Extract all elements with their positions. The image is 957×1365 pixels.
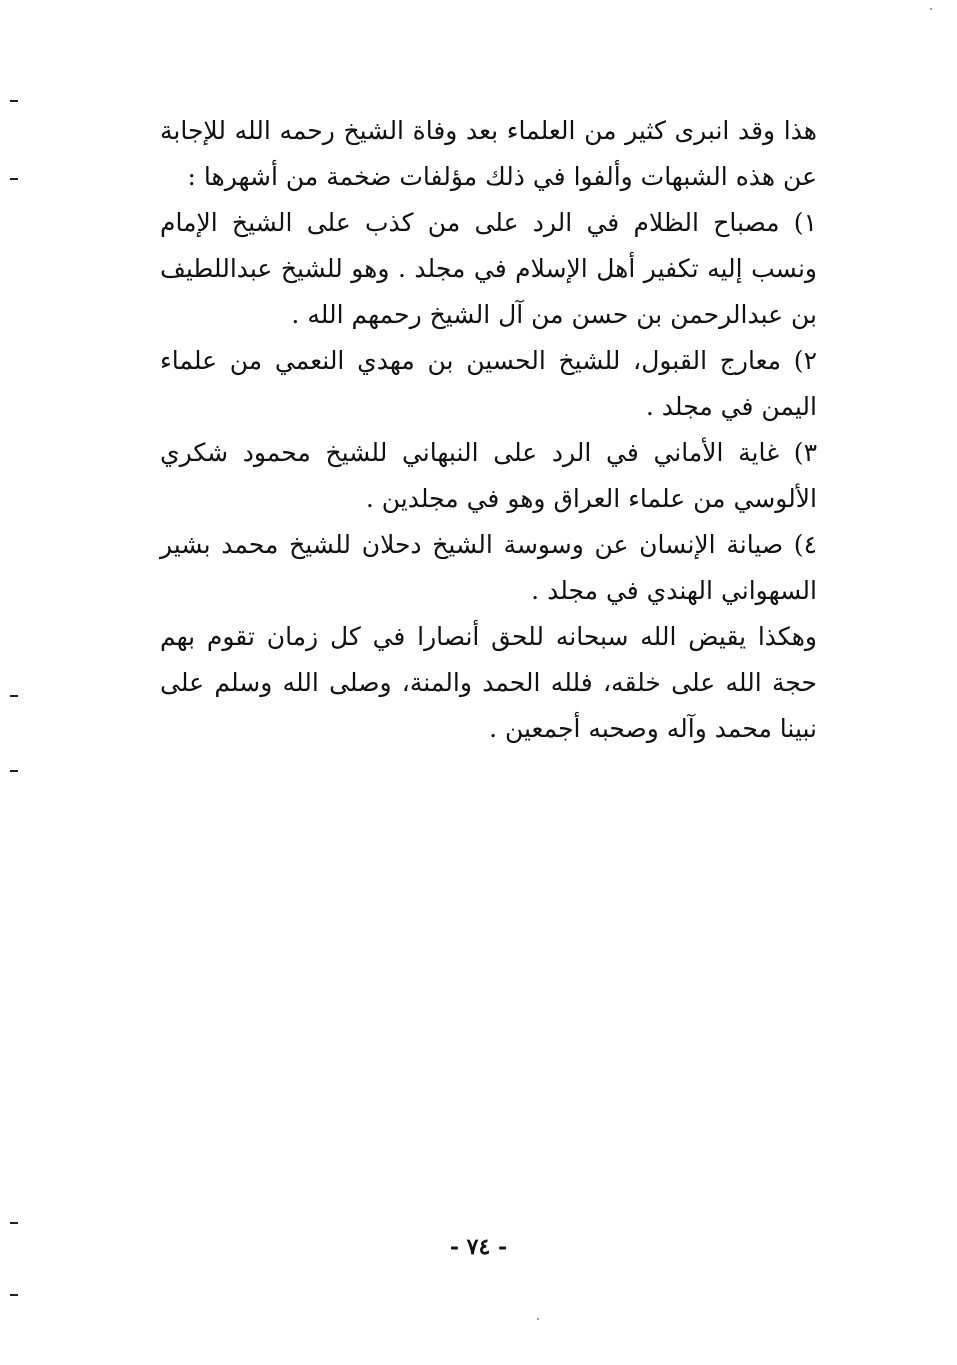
list-item-4: ٤) صيانة الإنسان عن وسوسة الشيخ دحلان للشيخ محمد بشير السهواني الهندي في مجلد .	[160, 530, 817, 605]
scan-mark	[10, 1222, 18, 1224]
list-item-2: ٢) معارج القبول، للشيخ الحسين بن مهدي النعمي من علماء اليمن في مجلد .	[160, 346, 817, 421]
page-number: - ٧٤ -	[449, 1234, 508, 1260]
list-item-3: ٣) غاية الأماني في الرد على النبهاني للشيخ محمود شكري الألوسي من علماء العراق وهو في مجلدين .	[160, 438, 817, 513]
scan-mark	[10, 100, 18, 102]
scan-mark	[10, 695, 18, 697]
body-text	[160, 108, 817, 752]
intro-paragraph: هذا وقد انبرى كثير من العلماء بعد وفاة الشيخ رحمه الله للإجابة عن هذه الشبهات وألفوا في ذلك مؤلفات ضخمة من أشهرها :	[160, 116, 817, 191]
list-item-1: ١) مصباح الظلام في الرد على من كذب على الشيخ الإمام ونسب إليه تكفير أهل الإسلام في مجلد . وهو للشيخ عبداللطيف بن عبدالرحمن بن حسن من آل الشيخ رحمهم الله .	[160, 208, 817, 329]
closing-paragraph: وهكذا يقيض الله سبحانه للحق أنصارا في كل زمان تقوم بهم حجة الله على خلقه، فلله الحمد والمنة، وصلى الله وسلم على نبينا محمد وآله وصحبه أجمعين .	[160, 622, 817, 743]
scan-mark	[10, 770, 18, 772]
scan-dot	[537, 1318, 539, 1320]
scan-mark	[10, 178, 18, 180]
scan-dot	[930, 8, 932, 10]
scan-mark	[10, 1294, 18, 1296]
